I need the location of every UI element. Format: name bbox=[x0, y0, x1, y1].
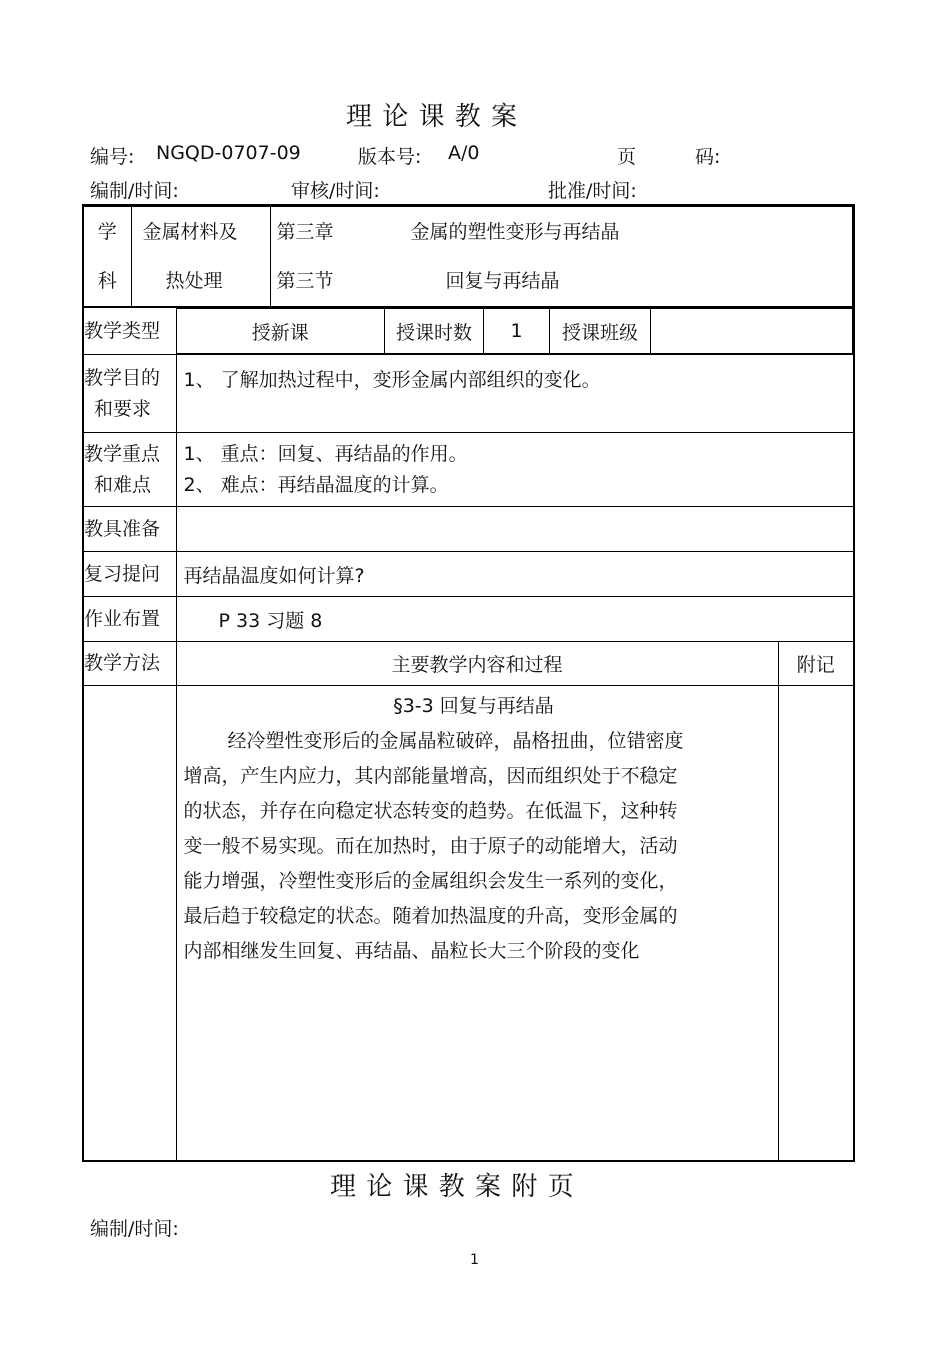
chapter-section bbox=[270, 207, 853, 307]
lesson-hours-label: 授课时数 bbox=[385, 309, 484, 354]
page-label-2: 码: bbox=[695, 146, 721, 168]
lesson-type-value: 授新课 bbox=[177, 309, 385, 354]
goal-label-1: 教学目的 bbox=[84, 367, 161, 389]
key-value bbox=[176, 433, 854, 507]
content-label: 主要教学内容和过程 bbox=[176, 642, 778, 686]
version-label: 版本号: bbox=[358, 146, 422, 168]
subject-name-1: 金属材料及 bbox=[142, 220, 238, 243]
lesson-type-label: 教学类型 bbox=[83, 308, 176, 355]
key-label-1: 教学重点 bbox=[84, 442, 161, 465]
doc-number-label: 编号: bbox=[90, 146, 135, 168]
lesson-hours-value: 1 bbox=[484, 309, 550, 354]
lesson-class-label: 授课班级 bbox=[550, 309, 651, 354]
section-heading: §3-3 回复与再结晶 bbox=[393, 695, 554, 717]
method-label: 教学方法 bbox=[83, 642, 176, 686]
notes-cell bbox=[778, 686, 854, 1161]
key-item-2: 2、 难点：再结晶温度的计算。 bbox=[183, 473, 449, 496]
lesson-info-cells bbox=[176, 308, 854, 355]
key-item-1: 1、 重点：回复、再结晶的作用。 bbox=[183, 442, 468, 465]
version-value: A/0 bbox=[448, 142, 480, 164]
key-label bbox=[83, 433, 176, 507]
tools-label: 教具准备 bbox=[83, 507, 176, 552]
page-number: 1 bbox=[470, 1252, 479, 1268]
review-time-label: 审核/时间: bbox=[291, 180, 380, 202]
section-label: 第三节 bbox=[276, 269, 334, 292]
approve-time-label: 批准/时间: bbox=[548, 180, 637, 202]
appendix-compiled-label: 编制/时间: bbox=[90, 1218, 179, 1240]
content-line: 能力增强，冷塑性变形后的金属组织会发生一系列的变化， bbox=[183, 870, 678, 892]
content-line: 内部相继发生回复、再结晶、晶粒长大三个阶段的变化 bbox=[183, 940, 640, 962]
page-label-1: 页 bbox=[617, 146, 637, 168]
lesson-class-value bbox=[651, 309, 853, 354]
goal-label bbox=[83, 355, 176, 433]
doc-number-value: NGQD-0707-09 bbox=[156, 142, 301, 164]
content-line: 最后趋于较稳定的状态。随着加热温度的升高，变形金属的 bbox=[183, 905, 678, 927]
chapter-title: 金属的塑性变形与再结晶 bbox=[410, 220, 620, 243]
subject-label bbox=[84, 207, 131, 307]
compiled-time-label: 编制/时间: bbox=[90, 180, 179, 202]
goal-item-1: 1、 了解加热过程中，变形金属内部组织的变化。 bbox=[183, 369, 601, 391]
appendix-title: 理 论 课 教 案 附 页 bbox=[330, 1172, 575, 1202]
subject-row bbox=[83, 205, 854, 308]
homework-value: P 33 习题 8 bbox=[176, 597, 854, 642]
method-cell bbox=[83, 686, 176, 1161]
subject-name bbox=[131, 207, 270, 307]
lesson-plan-table bbox=[82, 204, 855, 1162]
tools-value bbox=[176, 507, 854, 552]
content-line: 增高，产生内应力，其内部能量增高，因而组织处于不稳定 bbox=[183, 765, 678, 787]
page-title: 理 论 课 教 案 bbox=[346, 102, 519, 132]
subject-label-2: 科 bbox=[97, 269, 117, 292]
chapter-label: 第三章 bbox=[276, 220, 334, 243]
notes-label: 附记 bbox=[778, 642, 854, 686]
content-line: 变一般不易实现。而在加热时，由于原子的动能增大，活动 bbox=[183, 835, 678, 857]
goal-label-2: 和要求 bbox=[94, 398, 152, 420]
section-title: 回复与再结晶 bbox=[445, 269, 560, 292]
subject-name-2: 热处理 bbox=[165, 269, 223, 292]
homework-label: 作业布置 bbox=[83, 597, 176, 642]
content-line: 经冷塑性变形后的金属晶粒破碎，晶格扭曲，位错密度 bbox=[227, 730, 684, 752]
review-question-label: 复习提问 bbox=[83, 552, 176, 597]
subject-label-1: 学 bbox=[97, 220, 117, 243]
goal-value bbox=[176, 355, 854, 433]
review-question-value: 再结晶温度如何计算? bbox=[176, 552, 854, 597]
content-line: 的状态，并存在向稳定状态转变的趋势。在低温下，这种转 bbox=[183, 800, 678, 822]
content-cell bbox=[176, 686, 778, 1161]
key-label-2: 和难点 bbox=[94, 473, 152, 496]
